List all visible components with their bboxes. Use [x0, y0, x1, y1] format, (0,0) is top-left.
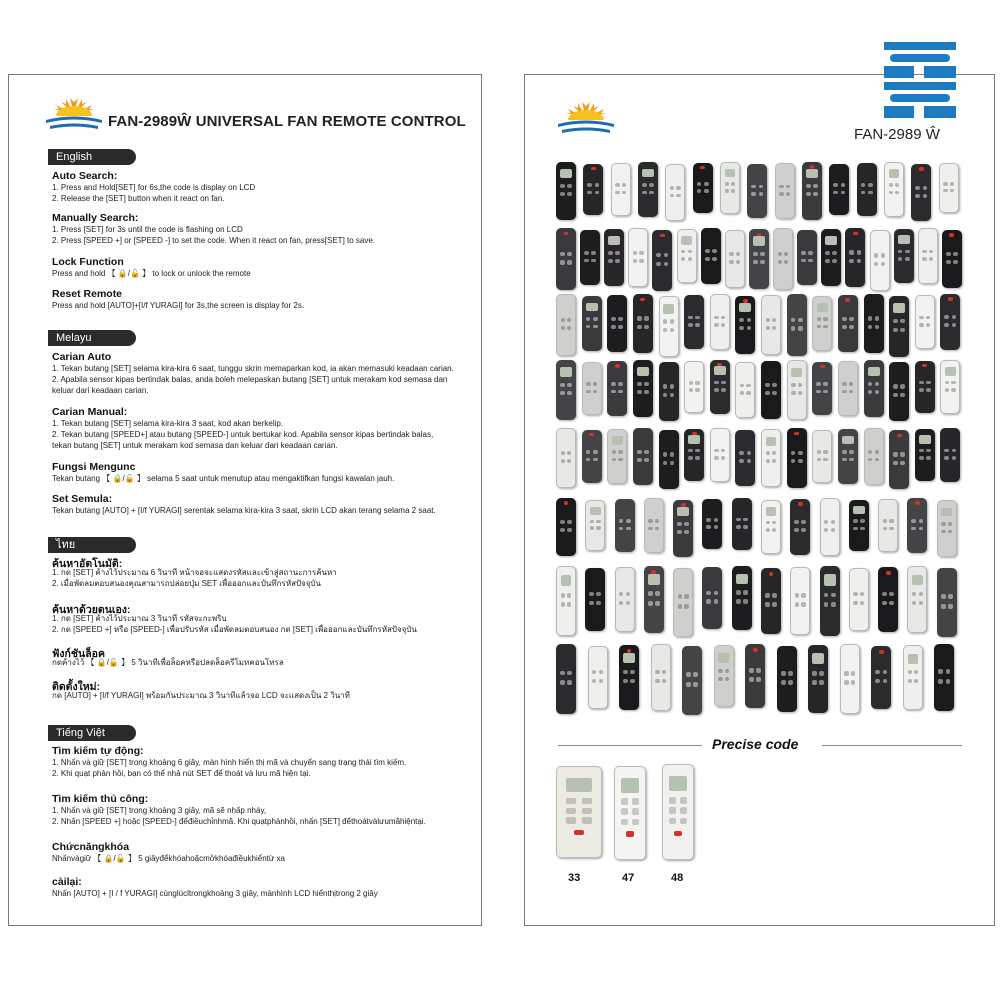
- remote-control-image: [585, 500, 605, 551]
- instruction-heading: Lock Function: [52, 256, 124, 268]
- remote-control-image: [684, 429, 704, 481]
- remote-control-image: [773, 228, 793, 290]
- remote-control-image: [911, 164, 931, 221]
- remote-control-image: [812, 430, 832, 483]
- instruction-line: 1. Press [SET] for 3s until the code is flashing on LCD: [52, 225, 243, 234]
- remote-control-image: [889, 296, 909, 357]
- code-number: 33: [568, 872, 581, 884]
- remote-control-image: [838, 361, 858, 416]
- remote-control-image: [684, 361, 704, 413]
- remote-control-image: [607, 429, 627, 484]
- remote-control-image: [665, 164, 685, 221]
- instruction-heading: Tìm kiếm thủ công:: [52, 793, 149, 805]
- remote-control-image: [849, 500, 869, 551]
- remote-control-image: [797, 230, 817, 285]
- instruction-line: 2. Nhấn [SPEED +] hoặc [SPEED-] đểđiềuchỉnhmã. Khi quạtphảnhồi, nhấn [SET] đểthoátvàlưumãhiệntại.: [52, 817, 426, 826]
- remote-control-image: [845, 228, 865, 287]
- instruction-heading: ค้นหาอัตโนมัติ:: [52, 558, 123, 570]
- remote-control-image: [761, 429, 781, 487]
- remote-control-image: [607, 361, 627, 416]
- instruction-line: Press and hold 【 🔒/🔓 】 to lock or unlock the remote: [52, 269, 251, 278]
- remote-control-image: [682, 646, 702, 715]
- instruction-line: 1. Tekan butang [SET] selama kira-kira 3 saat, kod akan berkelip.: [52, 419, 284, 428]
- instruction-heading: Chứcnăngkhóa: [52, 841, 130, 853]
- instruction-line: 2. Press [SPEED +] or [SPEED -] to set the code. When it react on fan, press[SET] to save.: [52, 236, 376, 245]
- remote-control-image: [857, 163, 877, 216]
- remote-control-image: [937, 568, 957, 637]
- remote-control-image: [812, 362, 832, 415]
- remote-control-image: [644, 498, 664, 553]
- sun-logo-icon-right: [556, 98, 616, 138]
- remote-control-image: [915, 429, 935, 481]
- remote-control-image: [749, 229, 769, 289]
- instruction-heading: Manually Search:: [52, 212, 139, 224]
- remote-control-image: [787, 360, 807, 420]
- remote-control-image: [659, 362, 679, 421]
- instruction-heading: Reset Remote: [52, 288, 123, 300]
- remote-control-image: [583, 164, 603, 215]
- instruction-line: Nhấnvàgiữ 【 🔒/🔓 】 5 giâyđểkhóahoặcmởkhóađiềukhiểntừ xa: [52, 854, 285, 863]
- remote-control-image: [889, 362, 909, 421]
- remote-control-image: [940, 360, 960, 414]
- remote-control-image: [871, 646, 891, 709]
- remote-control-image: [864, 294, 884, 353]
- remote-control-image: [633, 360, 653, 417]
- remote-control-image: [940, 294, 960, 350]
- remote-control-image: [556, 162, 576, 220]
- remote-control-image: [915, 361, 935, 413]
- instruction-line: 1. Tekan butang [SET] selama kira-kira 6 saat, tunggu skrin memaparkan kod, ia akan memasuki keadaan carian.: [52, 364, 454, 373]
- instruction-heading: Carian Manual:: [52, 406, 128, 418]
- remote-control-image: [934, 644, 954, 711]
- remote-control-image: [870, 230, 890, 291]
- instruction-line: กดค้างไว้ 【 🔒/🔓 】 5 วินาทีเพื่อล็อคหรือปลดล็อครีโมทคอนโทรล: [52, 658, 284, 667]
- sun-logo-icon: [44, 94, 104, 134]
- remote-control-image: [732, 498, 752, 550]
- remote-control-image: [907, 498, 927, 553]
- remote-control-image: [735, 362, 755, 418]
- remote-control-image: [940, 428, 960, 482]
- remote-control-image: [615, 499, 635, 552]
- remote-control-image: [585, 568, 605, 631]
- remote-control-image: [761, 568, 781, 634]
- remote-control-image: [604, 229, 624, 286]
- remote-control-image: [580, 230, 600, 285]
- remote-control-image: [820, 566, 840, 636]
- instruction-heading: Set Semula:: [52, 493, 113, 505]
- remote-control-image: [849, 568, 869, 631]
- remote-control-image: [644, 566, 664, 633]
- remote-control-image: [673, 500, 693, 557]
- remote-control-image: [884, 162, 904, 217]
- remote-control-image: [702, 567, 722, 629]
- instruction-line: Nhấn [AUTO] + [I / f YURAGI] cùnglúcltrongkhoảng 3 giây, mànhình LCD hiểnthịtrong 2 giây: [52, 889, 378, 898]
- remote-control-image: [864, 428, 884, 485]
- remote-control-image: [725, 230, 745, 288]
- remote-control-image: [556, 566, 576, 636]
- remote-control-image: [582, 296, 602, 351]
- remote-control-image: [761, 295, 781, 355]
- remote-control-image: [720, 162, 740, 214]
- remote-control-image: [790, 499, 810, 555]
- instruction-line: 2. Khi quạt phản hồi, bạn có thể nhả nút SET để thoát và lưu mã hiện tại.: [52, 769, 311, 778]
- remote-control-image: [878, 567, 898, 632]
- instruction-line: 1. Nhấn và giữ [SET] trong khoảng 6 giây, màn hình hiển thị mã và chuyển sang trạng thái tìm kiếm.: [52, 758, 407, 767]
- remote-control-image: [710, 360, 730, 414]
- remote-control-image: [735, 296, 755, 354]
- instruction-line: Tekan butang [AUTO] + [I/f YURAGI] serentak selama kira-kira 3 saat, skrin LCD akan terang selama 2 saat.: [52, 506, 436, 515]
- remote-control-image: [714, 645, 734, 707]
- remote-control-image: [702, 499, 722, 549]
- remote-control-image: [864, 360, 884, 417]
- remote-control-image: [937, 500, 957, 557]
- remote-control-image: [761, 500, 781, 554]
- remote-control-image: [907, 566, 927, 633]
- divider-left: [558, 745, 702, 746]
- instruction-line: 2. Tekan butang [SPEED+] atau butang [SPEED-] untuk bertukar kod. Apabila sensor kipas bertindak balas,: [52, 430, 434, 439]
- remote-control-image: [777, 646, 797, 712]
- remote-control-image: [903, 645, 923, 710]
- remote-control-image: [556, 228, 576, 290]
- remote-control-image: [619, 645, 639, 710]
- instruction-heading: Auto Search:: [52, 170, 118, 182]
- remote-control-image: [915, 295, 935, 349]
- code-number: 48: [671, 872, 684, 884]
- instruction-line: 2. กด [SPEED +] หรือ [SPEED-] เพื่อปรับรหัส เมื่อพัดลมตอบสนอง กด [SET] เพื่อออกและบันทึกรหัสปัจจุบัน: [52, 625, 417, 634]
- remote-control-image: [652, 230, 672, 291]
- remote-control-image: [611, 163, 631, 216]
- remote-control-image: [889, 430, 909, 489]
- remote-control-image: [659, 296, 679, 357]
- remote-control-image: [582, 362, 602, 415]
- instruction-heading: ค้นหาด้วยตนเอง:: [52, 604, 131, 616]
- remote-control-image: [808, 645, 828, 713]
- remote-control-image: [710, 428, 730, 482]
- instruction-line: กด [AUTO] + [I/f YURAGI] พร้อมกันประมาณ 3 วินาทีแล้วจอ LCD จะแสดงเป็น 2 วินาที: [52, 691, 350, 700]
- remote-control-image: [775, 163, 795, 219]
- instruction-line: Tekan butang 【 🔒/🔓 】 selama 5 saat untuk menutup atau mengaktifkan fungsi kawalan jauh.: [52, 474, 395, 483]
- remote-control-image: [745, 644, 765, 708]
- instruction-line: 1. กด [SET] ค้างไว้ประมาณ 6 วินาที หน้าจอจะแสดงรหัสและเข้าสู่สถานะการค้นหา: [52, 568, 337, 577]
- remote-control-image: [582, 430, 602, 483]
- remote-control-image: [556, 428, 576, 488]
- remote-control-image: [556, 498, 576, 556]
- remote-control-image: [918, 228, 938, 284]
- remote-control-image: [894, 229, 914, 283]
- remote-control-image: [588, 646, 608, 709]
- language-section-label: Tiếng Việt: [48, 725, 136, 741]
- remote-control-image: [761, 361, 781, 419]
- instruction-line: Press and hold [AUTO]+[I/f YURAGI] for 3s,the screen is display for 2s.: [52, 301, 305, 310]
- document-title: FAN-2989Ŵ UNIVERSAL FAN REMOTE CONTROL: [108, 113, 466, 130]
- remote-control-image: [659, 430, 679, 489]
- instruction-line: keluar dari keadaan carian.: [52, 386, 149, 395]
- remote-control-image: [821, 229, 841, 286]
- remote-control-image: [628, 228, 648, 287]
- instruction-heading: ฟังก์ชันล็อค: [52, 648, 105, 660]
- instruction-heading: càilại:: [52, 876, 82, 888]
- model-label: FAN-2989 Ŵ: [854, 126, 940, 143]
- remote-control-image: [651, 644, 671, 711]
- instruction-line: 2. Apabila sensor kipas bertindak balas, anda boleh melepaskan butang [SET] untuk merakam kod semasa dan: [52, 375, 448, 384]
- remote-control-image: [735, 430, 755, 486]
- remote-control-image: [829, 164, 849, 215]
- remote-control-image: [790, 567, 810, 635]
- remote-control-image: [677, 229, 697, 283]
- remote-control-image: [556, 294, 576, 356]
- language-section-label: English: [48, 149, 136, 165]
- divider-right: [822, 745, 962, 746]
- remote-control-image: [802, 162, 822, 220]
- remote-control-image: [939, 163, 959, 213]
- remote-control-image: [633, 294, 653, 353]
- remote-control-image: [732, 566, 752, 630]
- precise-remote-image: [614, 766, 646, 860]
- brand-logo-icon: [884, 42, 956, 118]
- precise-remote-image: [662, 764, 694, 860]
- remote-control-image: [638, 162, 658, 217]
- instruction-heading: Tìm kiếm tự động:: [52, 745, 144, 757]
- instruction-line: 1. Nhấn và giữ [SET] trong khoảng 3 giây, mã sẽ nhấp nháy,: [52, 806, 267, 815]
- remote-control-image: [693, 163, 713, 213]
- remote-control-image: [673, 568, 693, 637]
- remote-control-image: [787, 294, 807, 356]
- remote-control-image: [812, 296, 832, 351]
- code-number: 47: [622, 872, 635, 884]
- instruction-heading: Fungsi Mengunc: [52, 461, 136, 473]
- remote-control-image: [633, 428, 653, 485]
- remote-control-image: [838, 295, 858, 352]
- remote-control-image: [556, 360, 576, 420]
- remote-control-image: [615, 567, 635, 632]
- precise-remote-image: [556, 766, 602, 858]
- precise-code-label: Precise code: [712, 736, 799, 752]
- instruction-line: 2. Release the [SET] button when it react on fan.: [52, 194, 225, 203]
- instruction-heading: Carian Auto: [52, 351, 112, 363]
- remote-control-image: [701, 228, 721, 284]
- remote-control-image: [787, 428, 807, 488]
- language-section-label: ไทย: [48, 537, 136, 553]
- remote-control-image: [607, 295, 627, 352]
- remote-control-image: [942, 230, 962, 288]
- remote-control-image: [556, 644, 576, 714]
- remote-control-image: [684, 295, 704, 349]
- remote-control-image: [710, 294, 730, 350]
- language-section-label: Melayu: [48, 330, 136, 346]
- instruction-line: 1. Press and Hold[SET] for 6s,the code is display on LCD: [52, 183, 256, 192]
- remote-control-image: [840, 644, 860, 714]
- instruction-line: tekan butang [SET] untuk merakam kod semasa dan keluar dari keadaan carian.: [52, 441, 338, 450]
- remote-control-image: [878, 499, 898, 552]
- remote-control-image: [838, 429, 858, 484]
- instruction-heading: ติดตั้งใหม่:: [52, 681, 101, 693]
- remote-control-image: [747, 164, 767, 218]
- remote-control-image: [820, 498, 840, 556]
- instruction-line: 1. กด [SET] ค้างไว้ประมาณ 3 วินาที รหัสจะกะพริบ: [52, 614, 227, 623]
- instruction-line: 2. เมื่อพัดลมตอบสนองคุณสามารถปล่อยปุ่ม SET เพื่อออกและบันทึกรหัสปัจจุบัน: [52, 579, 321, 588]
